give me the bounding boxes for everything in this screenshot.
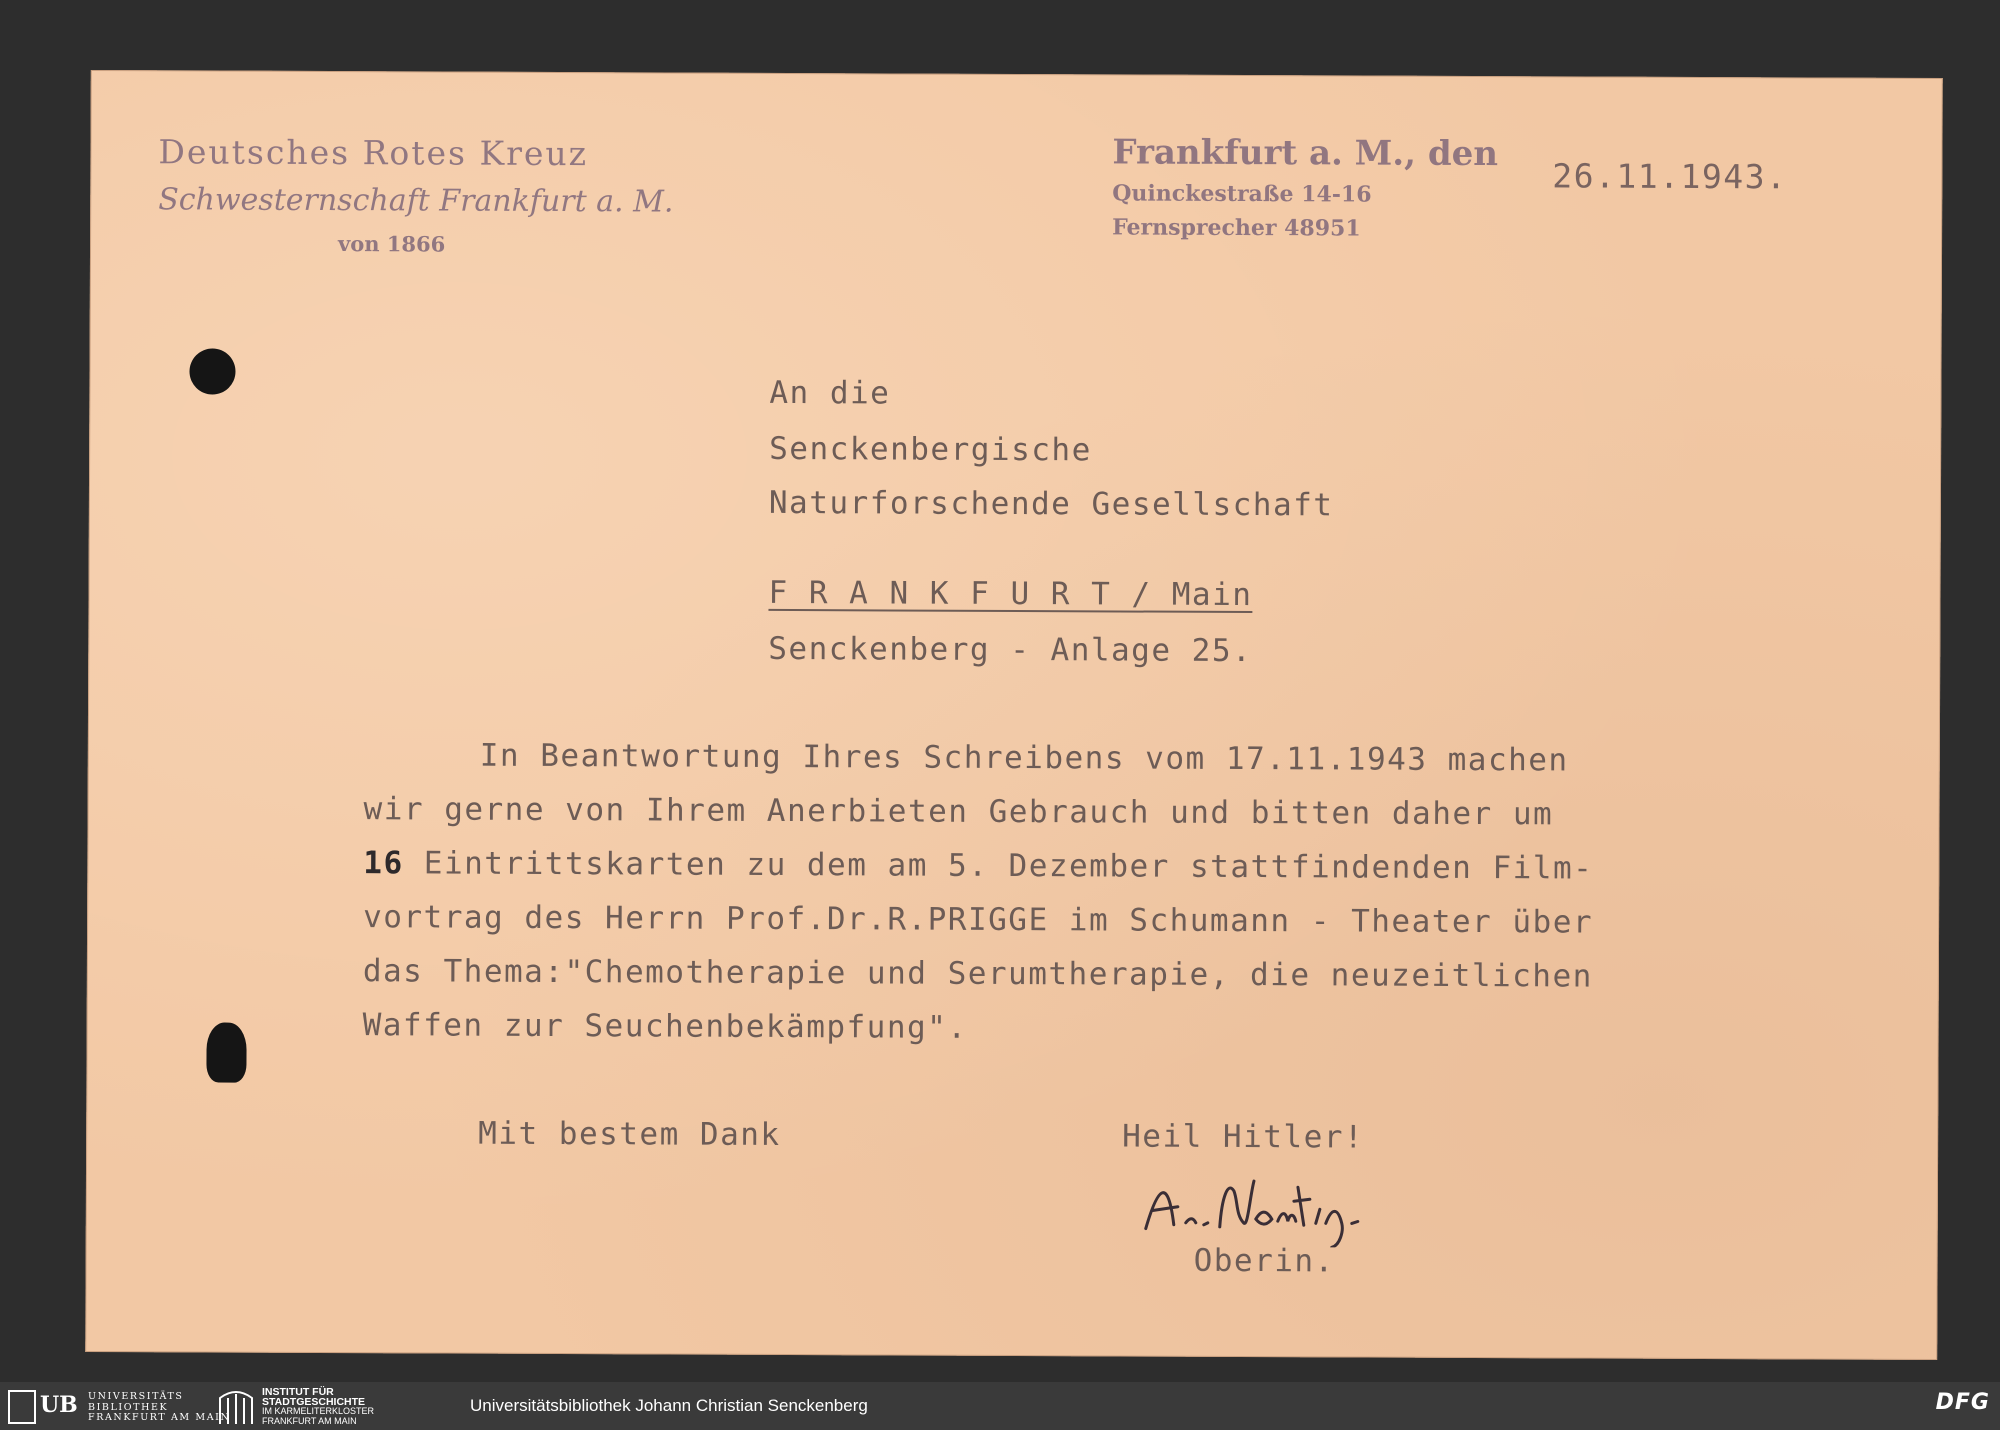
handwritten-signature bbox=[1138, 1167, 1408, 1248]
punch-hole-icon bbox=[189, 348, 235, 394]
isg-text-block bbox=[262, 1388, 374, 1426]
ub-column-icon bbox=[8, 1390, 36, 1424]
isg-subtitle: IM KARMELITERKLOSTER FRANKFURT AM MAIN bbox=[262, 1406, 375, 1426]
viewer-footer bbox=[0, 1382, 2000, 1430]
body-line3-text: Eintrittskarten zu dem am 5. Dezember stattfindenden Film- bbox=[403, 845, 1594, 887]
body-line1: In Beantwortung Ihres Schreibens vom 17.11.1943 machen bbox=[479, 737, 1569, 779]
ub-full-name: UNIVERSITÄTS BIBLIOTHEK FRANKFURT AM MAIN bbox=[88, 1391, 231, 1423]
recipient-line1: An die bbox=[769, 374, 891, 412]
dfg-logo[interactable]: DFG bbox=[1935, 1390, 1990, 1415]
body-line3 bbox=[363, 845, 1593, 886]
body-line2: wir gerne von Ihrem Anerbieten Gebrauch und bitten daher um bbox=[363, 791, 1554, 833]
letterhead-place: Frankfurt a. M., den bbox=[1112, 132, 1499, 175]
recipient-line3: Naturforschende Gesellschaft bbox=[768, 484, 1334, 524]
closing-salute: Heil Hitler! bbox=[1122, 1118, 1365, 1156]
ub-logo[interactable] bbox=[8, 1390, 231, 1424]
letter-sheet bbox=[85, 70, 1943, 1360]
library-name-link[interactable]: Universitätsbibliothek Johann Christian Senckenberg bbox=[470, 1396, 868, 1415]
punch-hole-icon bbox=[206, 1022, 246, 1082]
signatory-title: Oberin. bbox=[1193, 1242, 1335, 1280]
letterhead-org-line3: von 1866 bbox=[337, 231, 446, 257]
body-line5: das Thema:"Chemotherapie und Serumtherapie, die neuzeitlichen bbox=[362, 953, 1593, 995]
body-line6: Waffen zur Seuchenbekämpfung". bbox=[362, 1007, 968, 1046]
letterhead-org-line1: Deutsches Rotes Kreuz bbox=[158, 132, 589, 174]
body-line4: vortrag des Herrn Prof.Dr.R.PRIGGE im Schumann - Theater über bbox=[363, 899, 1594, 941]
isg-name: INSTITUT FÜR STADTGESCHICHTE bbox=[262, 1386, 366, 1408]
letterhead-street: Quinckestraße 14-16 bbox=[1112, 180, 1372, 208]
ub-abbreviation: UB bbox=[40, 1392, 78, 1418]
letter-date: 26.11.1943. bbox=[1552, 156, 1788, 197]
letterhead-org-line2: Schwesternschaft Frankfurt a. M. bbox=[158, 182, 674, 220]
recipient-street: Senckenberg - Anlage 25. bbox=[768, 630, 1253, 670]
recipient-line2: Senckenbergische bbox=[769, 430, 1092, 469]
recipient-city: F R A N K F U R T / Main bbox=[768, 574, 1253, 614]
columns-icon bbox=[216, 1388, 256, 1426]
letterhead-phone: Fernsprecher 48951 bbox=[1112, 214, 1361, 242]
ticket-count: 16 bbox=[363, 845, 404, 882]
closing-thanks: Mit bestem Dank bbox=[478, 1115, 781, 1153]
isg-logo[interactable] bbox=[216, 1388, 416, 1426]
